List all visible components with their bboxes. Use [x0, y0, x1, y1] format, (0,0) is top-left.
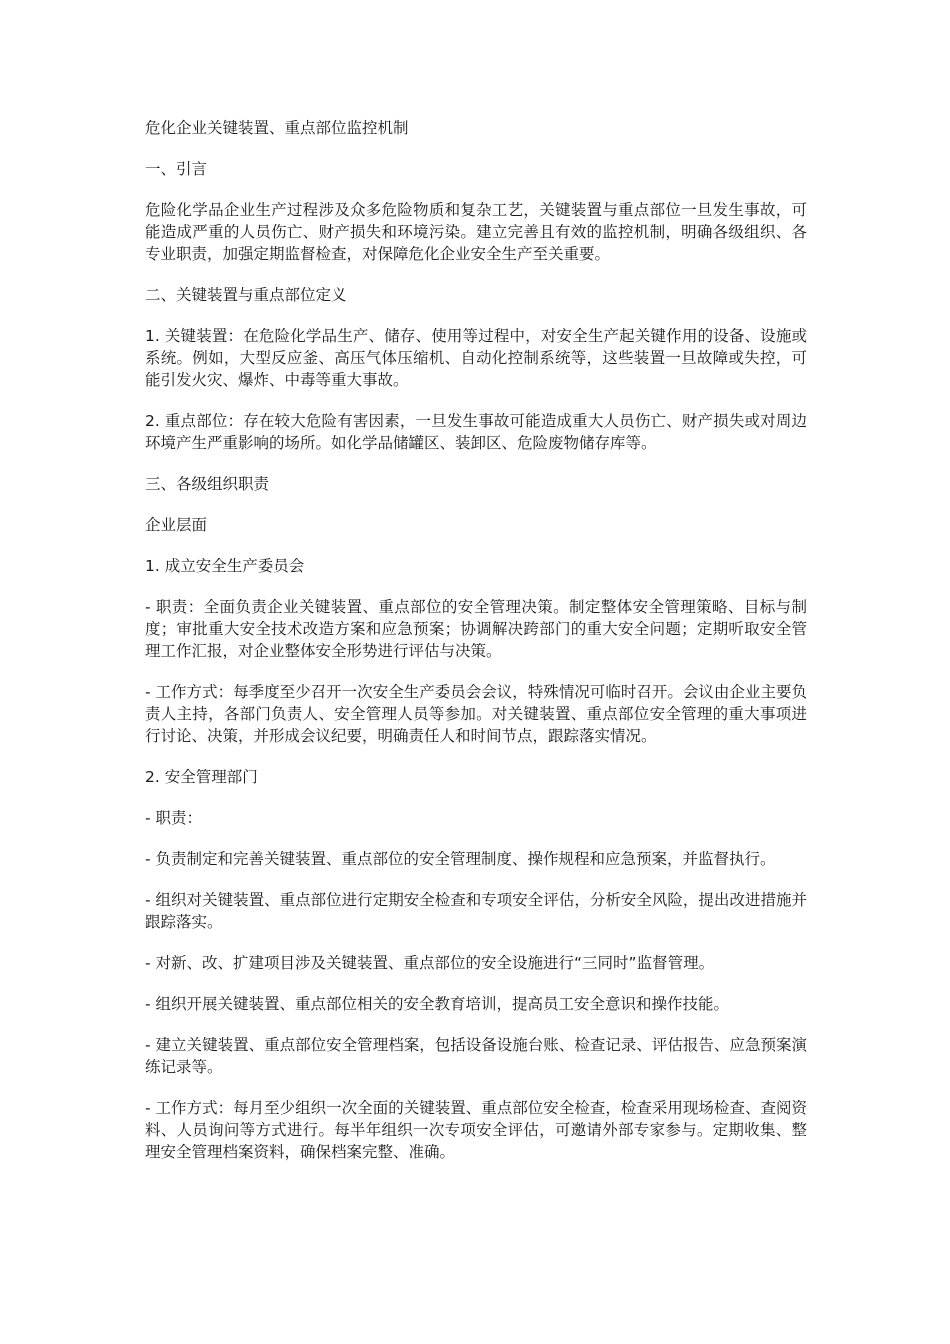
committee-duty: - 职责：全面负责企业关键装置、重点部位的安全管理决策。制定整体安全管理策略、目标与制度；审批重大安全技术改造方案和应急预案；协调解决跨部门的重大安全问题；定期听取安全管理工作汇报，对企业整体安全形势进行评估与决策。	[145, 598, 807, 660]
department-work-method: - 工作方式：每月至少组织一次全面的关键装置、重点部位安全检查，检查采用现场检查、查阅资料、人员询问等方式进行。每半年组织一次专项安全评估，可邀请外部专家参与。定期收集、整理安全管理档案资料，确保档案完整、准确。	[145, 1099, 807, 1161]
document-page	[145, 117, 807, 1182]
definition-key-location: 2. 重点部位：存在较大危险有害因素，一旦发生事故可能造成重大人员伤亡、财产损失或对周边环境产生严重影响的场所。如化学品储罐区、装卸区、危险废物储存库等。	[145, 412, 807, 452]
definition-key-device: 1. 关键装置：在危险化学品生产、储存、使用等过程中，对安全生产起关键作用的设备、设施或系统。例如，大型反应釜、高压气体压缩机、自动化控制系统等，这些装置一旦故障或失控，可能引发火灾、爆炸、中毒等重大事故。	[145, 327, 807, 389]
department-duty-label: - 职责：	[145, 809, 203, 827]
department-duty-item: - 负责制定和完善关键装置、重点部位的安全管理制度、操作规程和应急预案，并监督执行。	[145, 850, 776, 868]
committee-work-method: - 工作方式：每季度至少召开一次安全生产委员会会议，特殊情况可临时召开。会议由企业主要负责人主持，各部门负责人、安全管理人员等参加。对关键装置、重点部位安全管理的重大事项进行讨论、决策，并形成会议纪要，明确责任人和时间节点，跟踪落实情况。	[145, 683, 807, 745]
section-heading-definitions: 二、关键装置与重点部位定义	[145, 286, 347, 304]
department-duty-item: - 对新、改、扩建项目涉及关键装置、重点部位的安全设施进行“三同时”监督管理。	[145, 954, 715, 972]
committee-heading: 1. 成立安全生产委员会	[145, 557, 305, 575]
department-heading: 2. 安全管理部门	[145, 768, 258, 786]
document-title: 危化企业关键装置、重点部位监控机制	[145, 119, 409, 137]
introduction-paragraph: 危险化学品企业生产过程涉及众多危险物质和复杂工艺，关键装置与重点部位一旦发生事故，可能造成严重的人员伤亡、财产损失和环境污染。建立完善且有效的监控机制，明确各级组织、各专业职责，加强定期监督检查，对保障危化企业安全生产至关重要。	[145, 201, 807, 263]
department-duty-item: - 组织开展关键装置、重点部位相关的安全教育培训，提高员工安全意识和操作技能。	[145, 995, 730, 1013]
department-duty-item: - 组织对关键装置、重点部位进行定期安全检查和专项安全评估，分析安全风险，提出改进措施并跟踪落实。	[145, 891, 807, 931]
section-heading-introduction: 一、引言	[145, 160, 208, 178]
section-heading-responsibilities: 三、各级组织职责	[145, 475, 270, 493]
department-duty-item: - 建立关键装置、重点部位安全管理档案，包括设备设施台账、检查记录、评估报告、应急预案演练记录等。	[145, 1036, 807, 1076]
subheading-enterprise-level: 企业层面	[145, 516, 208, 534]
